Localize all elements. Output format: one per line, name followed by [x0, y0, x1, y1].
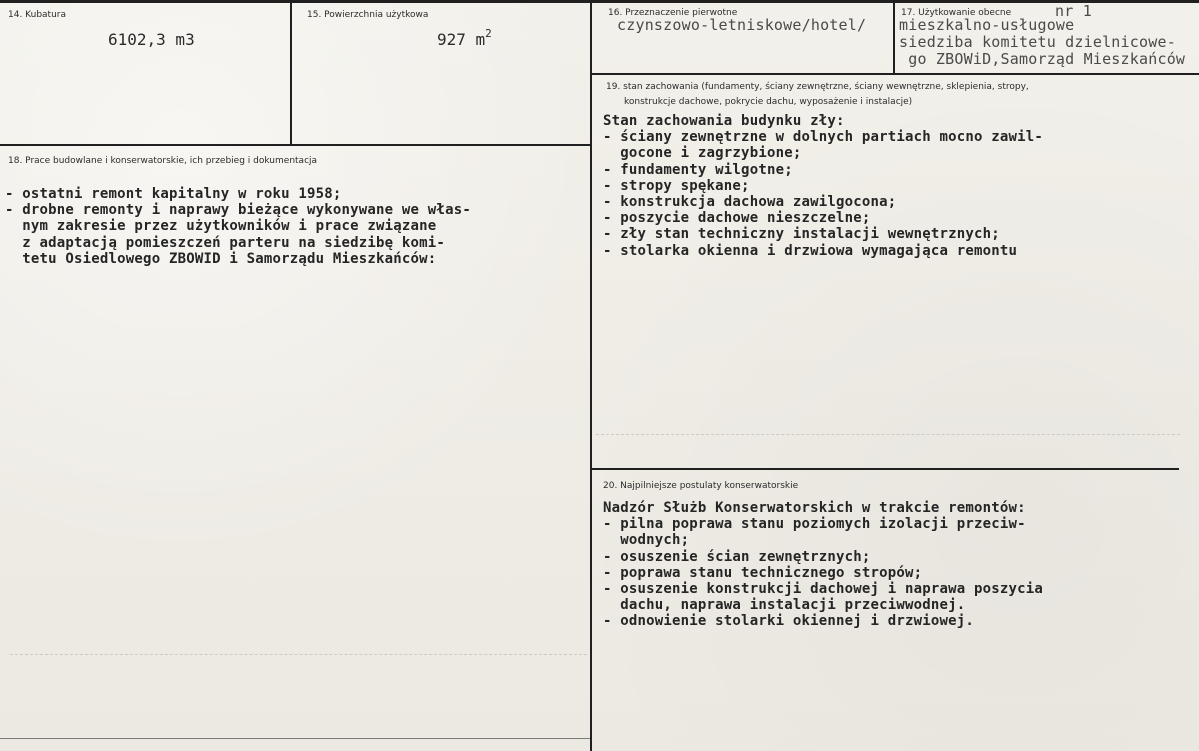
kubatura-label: 14. Kubatura — [8, 10, 67, 20]
prace-line-3: nym zakresie przez użytkowników i prace związane — [5, 218, 437, 235]
uzytkowanie-value — [899, 17, 1185, 68]
stan-line-4: - fundamenty wilgotne; — [603, 161, 793, 178]
prace-line-5: tetu Osiedlowego ZBOWID i Samorządu Mieszkańców: — [5, 250, 437, 267]
uzytkowanie-number: nr 1 — [1055, 2, 1092, 20]
powierzchnia-label: 15. Powierzchnia użytkowa — [307, 10, 429, 20]
powierzchnia-unit-power: 2 — [485, 27, 492, 40]
stan-line-7: - poszycie dachowe nieszczelne; — [603, 210, 871, 227]
prace-line-2: - drobne remonty i naprawy bieżące wykonywane we włas- — [5, 202, 471, 219]
postulaty-line-1: Nadzór Służb Konserwatorskich w trakcie remontów: — [603, 500, 1026, 516]
kubatura-value: 6102,3 m3 — [108, 30, 195, 49]
postulaty-line-2: - pilna poprawa stanu poziomych izolacji przeciw- — [603, 516, 1026, 533]
postulaty-label: 20. Najpilniejsze postulaty konserwatorskie — [603, 481, 799, 491]
prace-text — [5, 186, 471, 267]
postulaty-line-8: - odnowienie stolarki okiennej i drzwiowej. — [603, 613, 975, 630]
uzytkowanie-line-2: siedziba komitetu dzielnicowe- — [899, 33, 1176, 51]
stan-line-6: - konstrukcja dachowa zawilgocona; — [603, 194, 897, 211]
dashed-rule-right — [596, 434, 1180, 435]
stan-line-1: Stan zachowania budynku zły: — [603, 113, 845, 129]
divider-left-upper — [0, 144, 590, 146]
stan-text — [603, 113, 1043, 259]
postulaty-line-6: - osuszenie konstrukcji dachowej i naprawa poszycia — [603, 581, 1044, 598]
powierzchnia-value — [437, 27, 492, 51]
prace-line-4: z adaptacją pomieszczeń parteru na siedzibę komi- — [5, 234, 446, 251]
divider-main-vertical — [590, 0, 592, 751]
stan-label-line-2: konstrukcje dachowe, pokrycie dachu, wyposażenie i instalacje) — [624, 97, 913, 107]
przeznaczenie-label: 16. Przeznaczenie pierwotne — [608, 8, 738, 18]
postulaty-line-5: - poprawa stanu technicznego stropów; — [603, 564, 923, 581]
uzytkowanie-label: 17. Użytkowanie obecne — [901, 8, 1012, 18]
bottom-rule — [0, 738, 590, 739]
divider-right-upper — [591, 73, 1199, 75]
stan-line-8: - zły stan techniczny instalacji wewnętrznych; — [603, 226, 1000, 243]
divider-przeznaczenie-uzytkowanie — [893, 0, 895, 74]
postulaty-line-4: - osuszenie ścian zewnętrznych; — [603, 548, 871, 565]
prace-label: 18. Prace budowlane i konserwatorskie, ich przebieg i dokumentacja — [8, 156, 318, 166]
postulaty-text — [603, 500, 1043, 630]
stan-line-5: - stropy spękane; — [603, 177, 750, 194]
top-border — [0, 0, 1199, 3]
stan-label-line-1: 19. stan zachowania (fundamenty, ściany zewnętrzne, ściany wewnętrzne, sklepienia, stropy, — [606, 82, 1029, 92]
divider-kubatura-powierzchnia — [290, 0, 292, 145]
prace-line-1: - ostatni remont kapitalny w roku 1958; — [5, 186, 342, 202]
postulaty-line-7: dachu, naprawa instalacji przeciwwodnej. — [603, 597, 966, 614]
powierzchnia-number: 927 m — [437, 30, 486, 49]
przeznaczenie-value: czynszowo-letniskowe/hotel/ — [617, 16, 867, 34]
divider-right-middle — [591, 468, 1179, 470]
stan-line-2: - ściany zewnętrzne w dolnych partiach mocno zawil- — [603, 129, 1044, 146]
stan-line-3: gocone i zagrzybione; — [603, 145, 802, 162]
postulaty-line-3: wodnych; — [603, 532, 690, 549]
uzytkowanie-line-3: go ZBOWiD,Samorząd Mieszkańców — [899, 50, 1186, 68]
dashed-rule-left — [10, 654, 587, 655]
uzytkowanie-line-1: mieszkalno-usługowe — [899, 16, 1075, 34]
stan-line-9: - stolarka okienna i drzwiowa wymagająca remontu — [603, 242, 1018, 259]
